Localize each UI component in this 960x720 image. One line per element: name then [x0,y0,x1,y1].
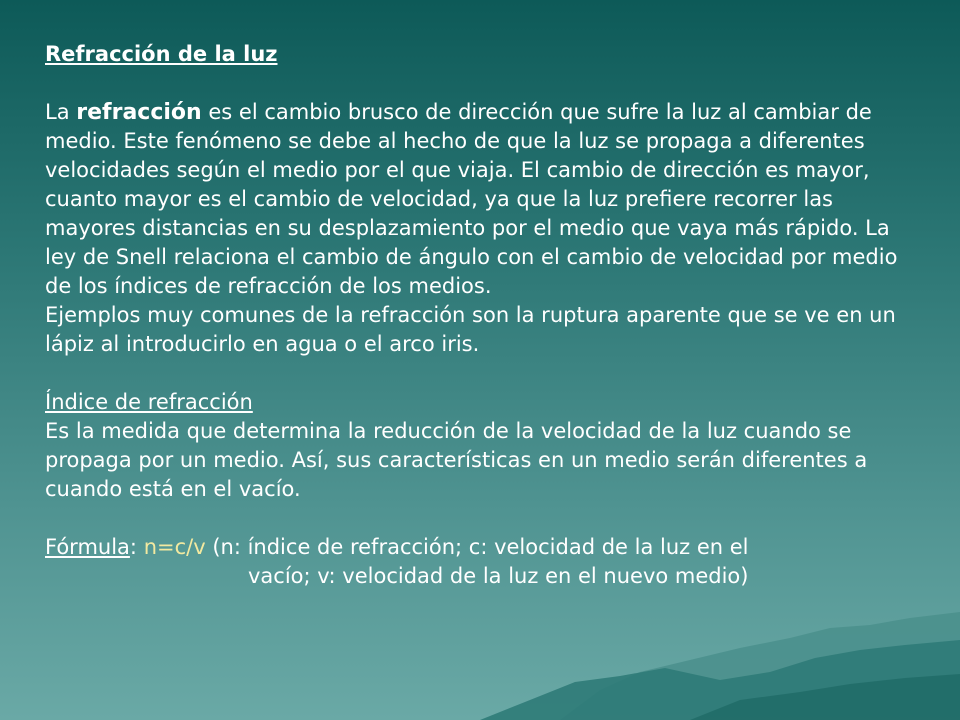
formula-value: n=c/v [143,535,206,559]
formula-description-continued: vacío; v: velocidad de la luz en el nuevo medio) [248,564,749,588]
formula-line [45,533,925,562]
formula-label: Fórmula [45,535,130,559]
formula-colon: : [129,535,144,559]
index-heading: Índice de refracción [45,390,253,414]
refraction-term: refracción [76,100,202,125]
para1-text: es el cambio brusco de dirección que sufre la luz al cambiar de medio. Este fenómeno se debe al hecho de que la luz se propaga a diferentes velocidades según el medio por el que viaja. El cambio de dirección es mayor, cuanto mayor es el cambio de velocidad, ya que la luz prefiere recorrer las mayores distancias en su desplazamiento por el medio que vaya más rápido. La ley de Snell relaciona el cambio de ángulo con el cambio de velocidad por medio de los índices de refracción de los medios. [45,100,898,298]
spacer [45,504,925,533]
para1-prefix: La [45,100,77,124]
refraction-paragraph [45,98,925,301]
slide-content [45,40,925,591]
index-paragraph: Es la medida que determina la reducción de la velocidad de la luz cuando se propaga por un medio. Así, sus características en un medio serán diferentes a cuando está en el vacío. [45,419,868,501]
examples-paragraph: Ejemplos muy comunes de la refracción son la ruptura aparente que se ve en un lápiz al introducirlo en agua o el arco iris. [45,303,896,356]
spacer [45,69,925,98]
formula-description: (n: índice de refracción; c: velocidad de la luz en el [205,535,749,559]
spacer [45,359,925,388]
slide-title: Refracción de la luz [45,42,278,66]
